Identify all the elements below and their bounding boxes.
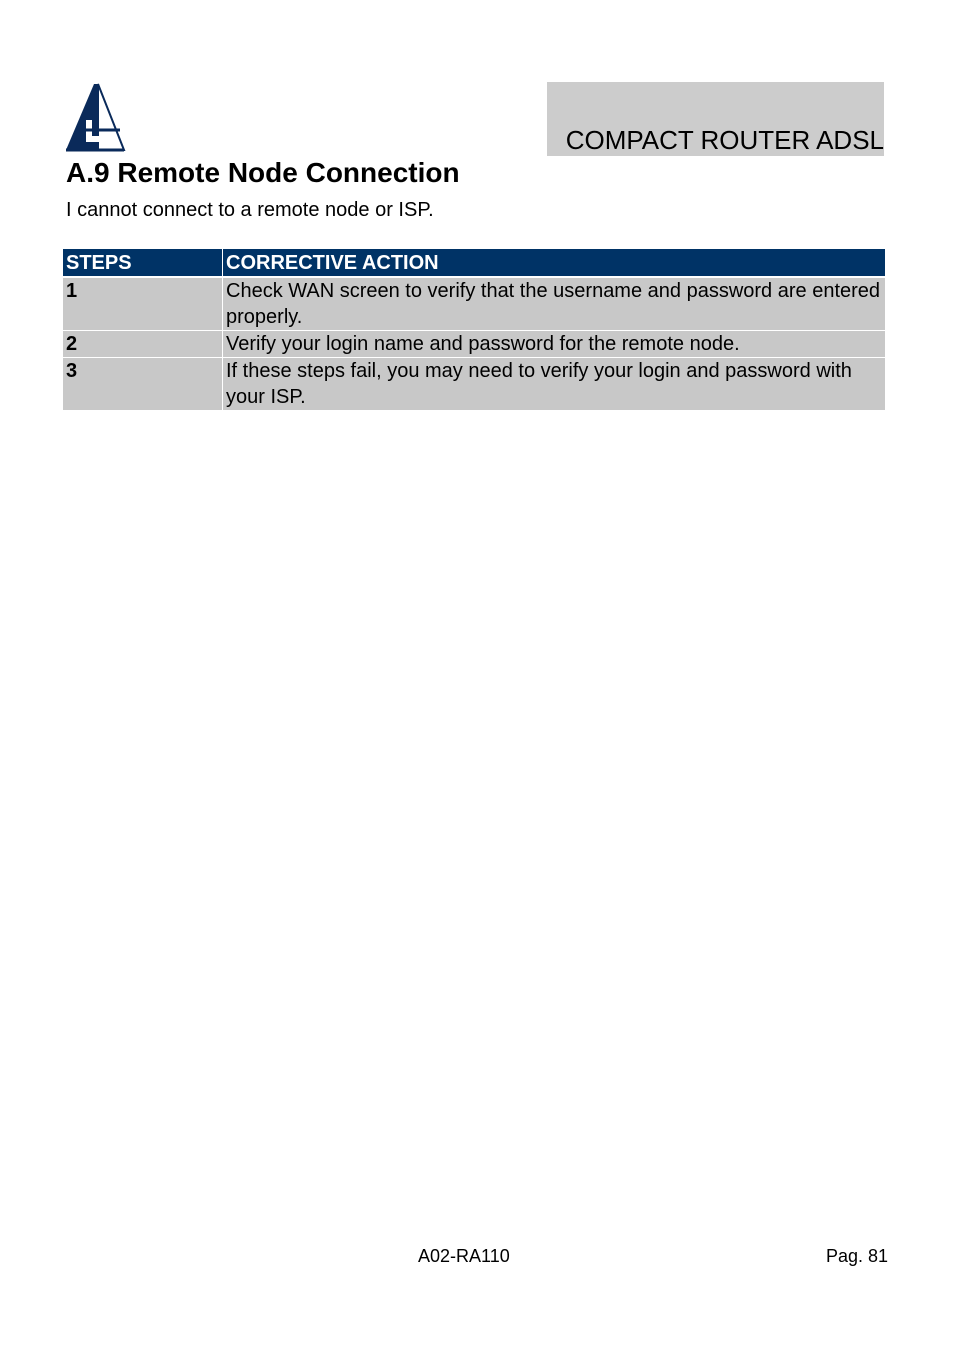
- footer-model-number: A02-RA110: [418, 1246, 510, 1266]
- footer-page-number: Pag. 81: [825, 1246, 888, 1266]
- step-action: Check WAN screen to verify that the username and password are entered properly.: [223, 277, 886, 331]
- atlantis-a-logo-icon: [64, 82, 126, 152]
- product-title-box: [547, 82, 884, 156]
- column-header-steps: STEPS: [63, 249, 223, 278]
- product-title: COMPACT ROUTER ADSL: [565, 125, 884, 155]
- section-title: A.9 Remote Node Connection: [66, 157, 460, 188]
- table-row: [63, 331, 886, 358]
- step-number: 3: [63, 358, 223, 411]
- table-row: [63, 277, 886, 331]
- table-header-row: [63, 249, 886, 278]
- step-number: 1: [63, 277, 223, 331]
- column-header-corrective-action: CORRECTIVE ACTION: [223, 249, 886, 278]
- step-number: 2: [63, 331, 223, 358]
- table-row: [63, 358, 886, 411]
- section-intro: I cannot connect to a remote node or ISP.: [66, 199, 434, 221]
- step-action: If these steps fail, you may need to verify your login and password with your ISP.: [223, 358, 886, 411]
- corrective-action-table: [62, 248, 886, 411]
- step-action: Verify your login name and password for the remote node.: [223, 331, 886, 358]
